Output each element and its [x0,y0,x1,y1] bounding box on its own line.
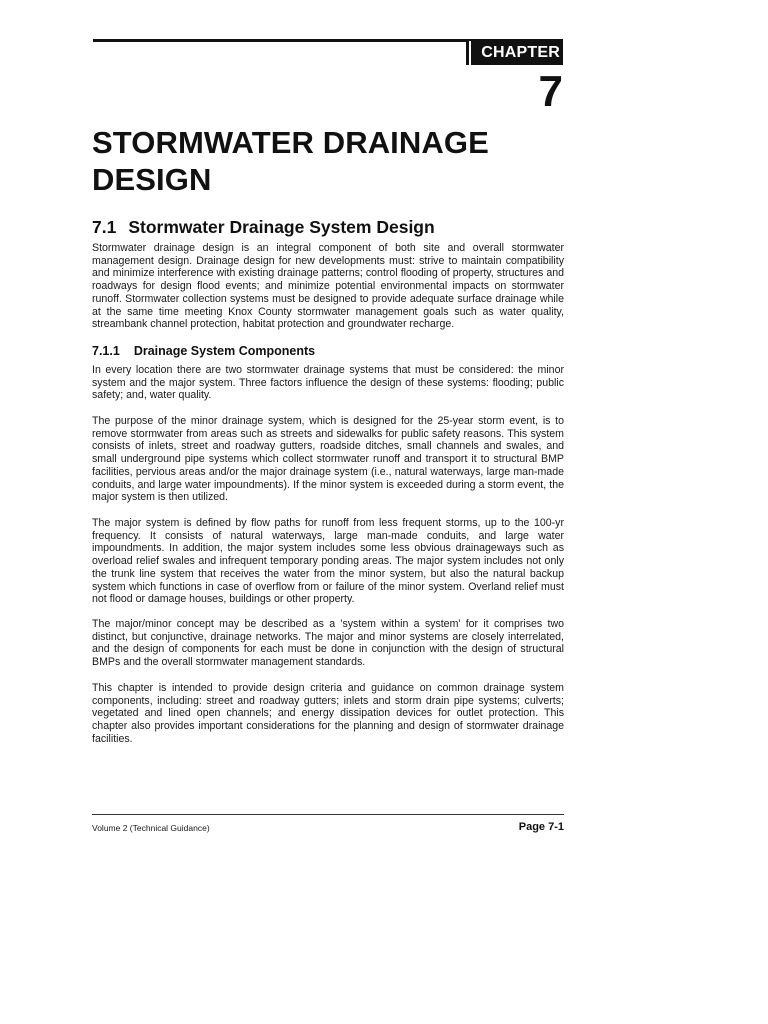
chapter-label: CHAPTER [466,41,563,65]
paragraph-5: This chapter is intended to provide design criteria and guidance on common drainage system components, including: street and roadway gutters; inlets and storm drain pipe systems; culverts; vegetated and lined open channels; and energy dissipation devices for outlet protection. This chapter also provides important considerations for the planning and design of stormwater drainage facilities. [92,682,564,745]
footer-volume-label: Volume 2 (Technical Guidance) [92,823,210,833]
footer-rule [92,814,564,815]
subsection-number: 7.1.1 [92,344,120,358]
page-title: STORMWATER DRAINAGE DESIGN [92,125,489,197]
section-number: 7.1 [92,217,117,237]
paragraph-4: The major/minor concept may be described as a 'system within a system' for it comprises two distinct, but conjunctive, drainage networks. The major and minor systems are closely interrelated, and the design of components for each must be done in conjunction with the design of structural BMPs and the overall stormwater management standards. [92,618,564,669]
paragraph-3: The major system is defined by flow paths for runoff from less frequent storms, up to the 100-yr frequency. It consists of natural waterways, large man-made conduits, and large water impoundments. In addition, the major system includes some less obvious drainageways such as overload relief swales and infrequent temporary ponding areas. The major system includes not only the trunk line system that receives the water from the minor system, but also the natural backup system which functions in case of overflow from or failure of the minor system. Overland relief must not flood or damage houses, buildings or other property. [92,517,564,606]
section-title: Stormwater Drainage System Design [128,217,435,237]
footer-page-number: Page 7-1 [518,821,564,833]
chapter-number: 7 [538,67,563,116]
section-intro-paragraph: Stormwater drainage design is an integral component of both site and overall stormwater management design. Drainage design for new developments must: strive to maintain compatibility and minimize interference with existing drainage patterns; control flooding of property, structures and roadways for design flood events; and minimize potential environmental impacts on stormwater runoff. Stormwater collection systems must be designed to provide adequate surface drainage while at the same time meeting Knox County stormwater management goals such as water quality, streambank channel protection, habitat protection and groundwater recharge. [92,242,564,331]
paragraph-2: The purpose of the minor drainage system, which is designed for the 25-year storm event, is to remove stormwater from areas such as streets and sidewalks for public safety reasons. This system consists of inlets, street and roadway gutters, roadside ditches, small channels and swales, and small underground pipe systems which collect stormwater runoff and transport it to structural BMP facilities, pervious areas and/or the major drainage system (i.e., natural waterways, large man-made conduits, and large water impoundments). If the minor system is exceeded during a storm event, the major system is then utilized. [92,415,564,504]
subsection-heading [92,343,315,359]
subsection-title: Drainage System Components [133,344,316,358]
paragraph-1: In every location there are two stormwater drainage systems that must be considered: the minor system and the major system. Three factors influence the design of these systems: flooding; public safety; and, water quality. [92,364,564,402]
section-heading [92,216,435,238]
